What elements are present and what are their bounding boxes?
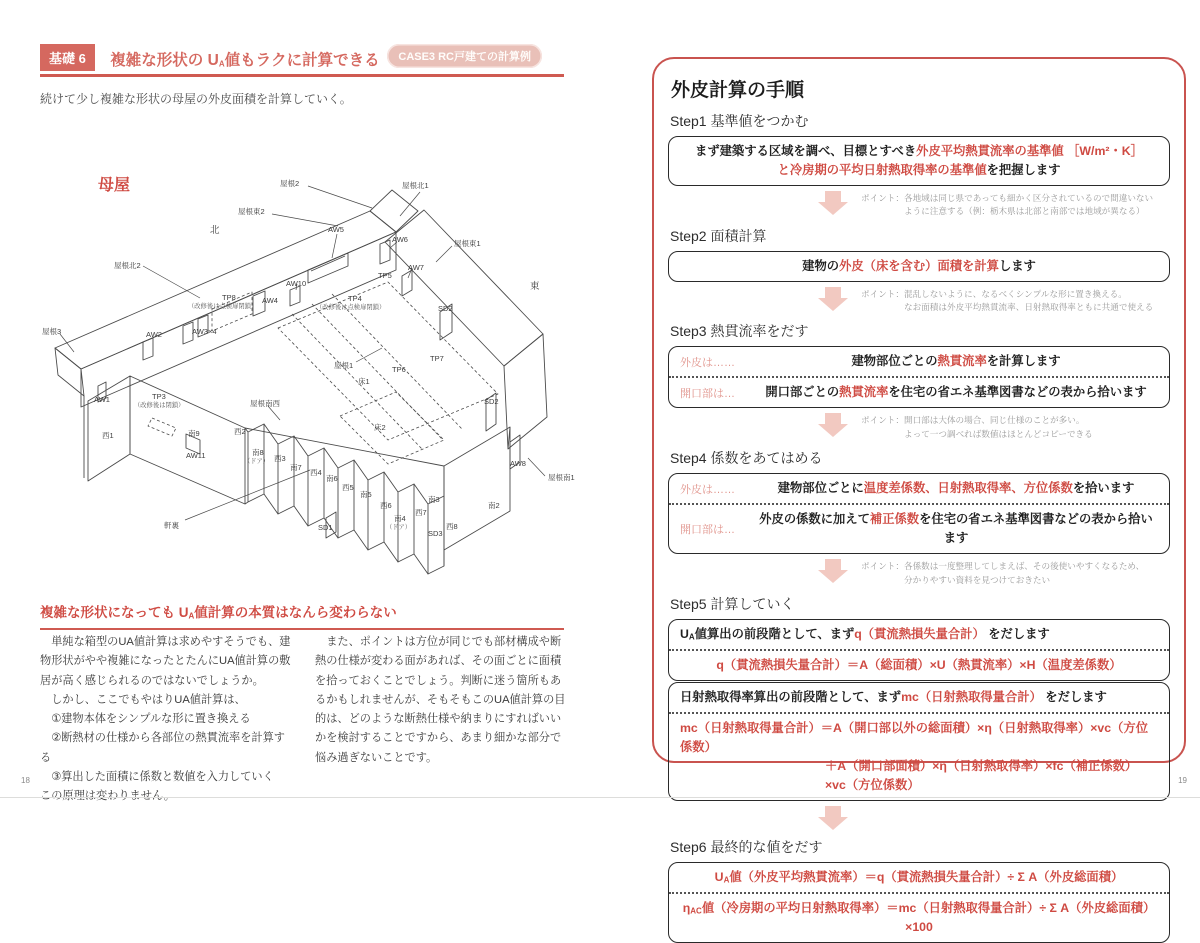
body-paragraph: ②断熱材の仕様から各部位の熱貫流率を計算する bbox=[40, 732, 285, 764]
procedure-step bbox=[668, 448, 1170, 587]
step-box bbox=[668, 251, 1170, 282]
diagram-label: TP5 bbox=[378, 271, 392, 280]
procedure-step bbox=[668, 837, 1170, 943]
down-arrow-icon bbox=[818, 191, 848, 215]
diagram-label: AW7 bbox=[408, 263, 424, 272]
diagram-label: 屋根3 bbox=[42, 327, 62, 336]
down-arrow-icon bbox=[818, 806, 848, 830]
diagram-label: 床2 bbox=[374, 423, 386, 432]
intro-text: 続けて少し複雑な形状の母屋の外皮面積を計算していく。 bbox=[40, 92, 352, 106]
diagram-label: 西3 bbox=[274, 454, 286, 463]
diagram-label: 屋根南1 bbox=[548, 473, 575, 482]
box-row bbox=[669, 894, 1169, 942]
diagram-label: TP6 bbox=[392, 365, 406, 374]
diagram-label: SD3 bbox=[428, 529, 443, 538]
procedure-step bbox=[668, 226, 1170, 315]
diagram-label: SD2 bbox=[438, 304, 453, 313]
box-row bbox=[669, 505, 1169, 553]
row-text: 外皮の係数に加えて補正係数を住宅の省エネ基準図書などの表から拾います bbox=[759, 512, 1153, 546]
step-arrow-row bbox=[818, 806, 1170, 830]
box-row bbox=[669, 683, 1169, 712]
down-arrow-icon bbox=[818, 559, 848, 583]
procedure-step bbox=[668, 594, 1170, 830]
box-row bbox=[669, 347, 1169, 376]
diagram-label: 屋根南西 bbox=[250, 399, 280, 408]
building-diagram bbox=[40, 166, 612, 596]
diagram-label: TP8 bbox=[222, 293, 236, 302]
body-paragraph: しかし、ここでもやはりUA値計算は、 bbox=[40, 693, 246, 706]
diagram-label: 南5 bbox=[360, 490, 372, 499]
point-note: ポイント：開口部は大体の場合、同じ仕様のことが多い。 よって一つ調べれば数値はほとんどコピーできる bbox=[861, 415, 1093, 439]
row-text: q（貫流熱損失量合計）＝A（総面積）×U（熱貫流率）×H（温度差係数） bbox=[716, 657, 1122, 672]
chapter-badge: 基礎 6 bbox=[40, 44, 95, 71]
diagram-label: 屋根北2 bbox=[114, 261, 141, 270]
diagram-label: TP3 bbox=[152, 392, 166, 401]
procedure-step bbox=[668, 111, 1170, 219]
point-note: ポイント：各係数は一度整理してしまえば、その後使いやすくなるため、 分かりやすい資料を見つけておきたい bbox=[861, 561, 1145, 585]
row-text: UA値（外皮平均熱貫流率）＝q（貫流熱損失量合計）÷ Σ A（外皮総面積） bbox=[714, 870, 1124, 885]
row-text: UA値算出の前段階として、まずq（貫流熱損失量合計） をだします bbox=[680, 626, 1050, 642]
diagram-label: 南7 bbox=[290, 463, 302, 472]
row-text: 建物の外皮（床を含む）面積を計算します bbox=[802, 258, 1036, 273]
chapter-header bbox=[40, 44, 564, 77]
diagram-caption: 母屋 bbox=[98, 177, 131, 194]
step-label: Step3 熱貫流率をだす bbox=[670, 323, 809, 340]
diagram-label: 南3 bbox=[428, 495, 440, 504]
diagram-label: 屋根東1 bbox=[454, 239, 481, 248]
body-paragraph: また、ポイントは方位が同じでも部材構成や断熱の仕様が変わる面があれば、その面ごとに面積を拾っておくことでしょう。判断に迷う箇所もあるかもしれませんが、そもそもこのUA値計算の目的は、どのような断熱仕様や納まりにすればいいかを検討することですから、あまり細かな部分で悩み過ぎないことです。 bbox=[315, 636, 566, 764]
diagram-label: 南2 bbox=[488, 501, 500, 510]
diagram-label: （改修後は閉鎖） bbox=[134, 402, 185, 409]
step-label: Step1 基準値をつかむ bbox=[670, 113, 809, 129]
diagram-label: 南9 bbox=[188, 429, 200, 438]
diagram-label: （改修後は点検扉閉鎖） bbox=[188, 303, 258, 310]
box-row bbox=[669, 252, 1169, 281]
diagram-label: TP7 bbox=[430, 354, 444, 363]
diagram-label: AW1 bbox=[94, 395, 110, 404]
box-row bbox=[669, 137, 1169, 185]
step-label: Step4 係数をあてはめる bbox=[670, 450, 823, 467]
body-column-1 bbox=[40, 633, 296, 806]
body-paragraph: ③算出した面積に係数と数値を入力していく bbox=[40, 770, 274, 783]
diagram-label: 西5 bbox=[342, 483, 354, 492]
diagram-label: 東 bbox=[530, 281, 540, 292]
row-text: mc（日射熱取得量合計）＝A（開口部以外の総面積）×η（日射熱取得率）×vc（方位係数） ＋A（開口部面積）×η（日射熱取得率）×fc（補正係数）×vc（方位係数） bbox=[680, 721, 1149, 793]
diagram-label: （改修後は点検扉閉鎖） bbox=[316, 304, 386, 311]
diagram-label: SD1 bbox=[318, 523, 333, 532]
step-arrow-row bbox=[818, 413, 1170, 441]
procedure-title: 外皮計算の手順 bbox=[671, 80, 805, 101]
section-heading: 複雑な形状になっても UA値計算の本質はなんら変わらない bbox=[40, 601, 564, 630]
diagram-label: 西1 bbox=[102, 431, 114, 440]
down-arrow-icon bbox=[818, 413, 848, 437]
diagram-label: TP4 bbox=[348, 294, 362, 303]
point-note: ポイント：各地域は同じ県であっても細かく区分されているので間違いない ように注意する（例：栃木県は北部と南部では地域が異なる） bbox=[861, 193, 1154, 217]
diagram-label: 屋根北1 bbox=[402, 181, 429, 190]
step-box bbox=[668, 682, 1170, 801]
row-side-label: 外皮は…… bbox=[680, 356, 735, 369]
row-text: 日射熱取得率算出の前段階として、まずmc（日射熱取得量合計） をだします bbox=[680, 689, 1107, 704]
row-text: 建物部位ごとに温度差係数、日射熱取得率、方位係数を拾います bbox=[777, 481, 1135, 496]
diagram-label: （ドア） bbox=[386, 524, 411, 531]
diagram-label: 軒裏 bbox=[164, 521, 179, 530]
down-arrow-icon bbox=[818, 287, 848, 311]
step-box bbox=[668, 473, 1170, 554]
diagram-label: AW8 bbox=[510, 459, 526, 468]
step-box bbox=[668, 136, 1170, 186]
diagram-label: 西4 bbox=[310, 468, 322, 477]
diagram-label: SD2 bbox=[484, 397, 499, 406]
case-label: CASE3 RC戸建ての計算例 bbox=[387, 44, 542, 68]
page-title: 複雑な形状の UA値もラクに計算できる bbox=[110, 52, 380, 69]
page-edge-line bbox=[0, 797, 1200, 798]
row-text: 開口部ごとの熱貫流率を住宅の省エネ基準図書などの表から拾います bbox=[765, 385, 1147, 400]
step-arrow-row bbox=[818, 191, 1170, 219]
diagram-label: 屋根東2 bbox=[238, 207, 265, 216]
body-paragraph: 単純な箱型のUA値計算は求めやすそうでも、建物形状がやや複雑になったとたんにUA値計算の敷居が高く感じられるのではないでしょうか。 bbox=[40, 636, 291, 687]
body-text bbox=[40, 633, 572, 806]
row-text: 建物部位ごとの熱貫流率を計算します bbox=[851, 354, 1061, 369]
diagram-label: AW3×4 bbox=[192, 327, 217, 336]
row-text: ηAC値（冷房期の平均日射熱取得率）＝mc（日射熱取得量合計）÷ Σ A（外皮総面積）×100 bbox=[682, 901, 1156, 935]
box-row bbox=[669, 378, 1169, 407]
step-box bbox=[668, 346, 1170, 408]
diagram-label: AW2 bbox=[146, 330, 162, 339]
step-arrow-row bbox=[818, 287, 1170, 315]
step-arrow-row bbox=[818, 559, 1170, 587]
diagram-label: （ドア） bbox=[244, 458, 269, 465]
diagram-label: 床1 bbox=[358, 377, 370, 386]
step-label: Step6 最終的な値をだす bbox=[670, 839, 823, 856]
diagram-label: AW10 bbox=[286, 279, 307, 288]
diagram-label: 西7 bbox=[415, 508, 427, 517]
row-side-label: 開口部は… bbox=[680, 524, 735, 537]
step-label: Step2 面積計算 bbox=[670, 227, 767, 244]
diagram-label: 南4 bbox=[394, 514, 406, 523]
page-number-left: 18 bbox=[21, 776, 30, 785]
diagram-label: 屋根2 bbox=[280, 179, 300, 188]
box-row bbox=[669, 863, 1169, 892]
diagram-label: 西8 bbox=[446, 522, 458, 531]
procedure-steps bbox=[668, 111, 1170, 943]
diagram-label: AW6 bbox=[392, 235, 408, 244]
box-row bbox=[669, 474, 1169, 503]
diagram-label: AW4 bbox=[262, 296, 278, 305]
step-label: Step5 計算していく bbox=[670, 595, 795, 612]
page-number-right: 19 bbox=[1178, 776, 1187, 785]
body-column-2 bbox=[315, 633, 571, 806]
row-side-label: 外皮は…… bbox=[680, 483, 735, 496]
row-side-label: 開口部は… bbox=[680, 387, 735, 400]
diagram-label: 西2 bbox=[234, 427, 246, 436]
box-row bbox=[669, 714, 1169, 800]
point-note: ポイント：混乱しないように、なるべくシンプルな形に置き換える。 なお面積は外皮平均熱貫流率、日射熱取得率ともに共通で使える bbox=[861, 288, 1154, 313]
diagram-label: 屋根1 bbox=[334, 361, 354, 370]
procedure-step bbox=[668, 321, 1170, 441]
diagram-label: AW11 bbox=[186, 451, 206, 460]
diagram-label: 北 bbox=[210, 225, 220, 236]
step-box bbox=[668, 619, 1170, 681]
row-text: まず建築する区域を調べ、目標とすべき外皮平均熱貫流率の基準値 ［W/m²・K］ と冷房期の平均日射熱取得率の基準値を把握します bbox=[695, 144, 1143, 178]
diagram-label: AW5 bbox=[328, 225, 344, 234]
box-row bbox=[669, 651, 1169, 680]
diagram-label: 西6 bbox=[380, 501, 392, 510]
body-paragraph: ①建物本体をシンプルな形に置き換える bbox=[40, 713, 251, 726]
step-box bbox=[668, 862, 1170, 943]
box-row bbox=[669, 620, 1169, 649]
diagram-label: 南6 bbox=[326, 474, 338, 483]
diagram-label: 南8 bbox=[252, 448, 264, 457]
